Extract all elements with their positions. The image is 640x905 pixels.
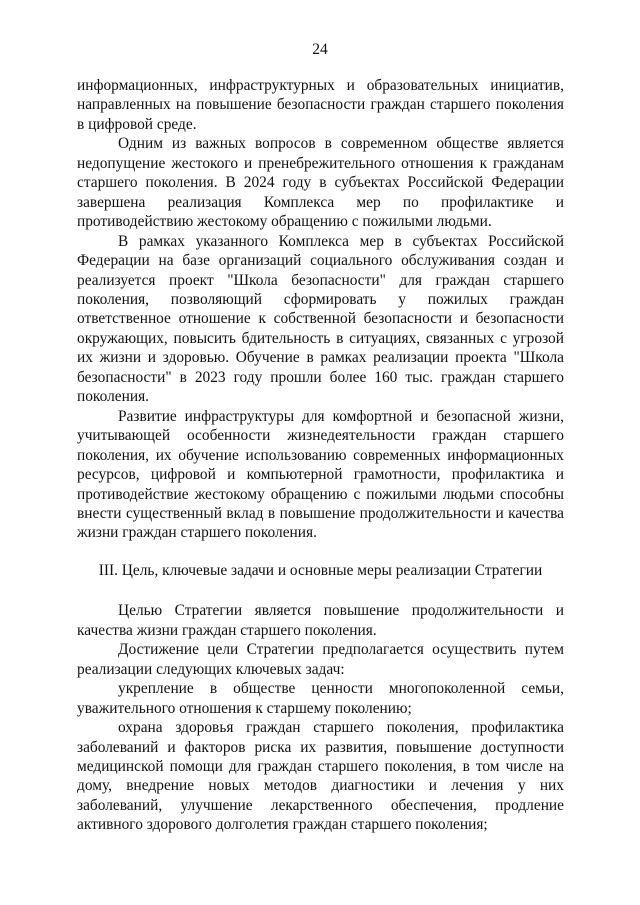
list-item-family-values: укрепление в обществе ценности многопоколенной семьи, уважительного отношения к старшему поколению;: [77, 680, 564, 717]
paragraph-key-tasks-intro: Достижение цели Стратегии предполагается осуществить путем реализации следующих ключевых задач:: [77, 641, 564, 678]
list-item-health-protection: охрана здоровья граждан старшего поколения, профилактика заболеваний и факторов риска их развития, повышение доступности медицинской помощи для граждан старшего поколения, в том числе на дому, внедрение новых методов диагностики и лечения у них заболеваний, улучшение лекарственного обеспечения, продление активного здорового долголетия граждан старшего поколения;: [77, 719, 564, 834]
page-body: [77, 76, 564, 835]
page-number: 24: [312, 41, 328, 58]
paragraph-elder-abuse: Одним из важных вопросов в современном обществе является недопущение жестокого и пренебрежительного отношения к гражданам старшего поколения. В 2024 году в субъектах Российской Федерации завершена реализация Комплекса мер по профилактике и противодействию жестокому обращению с пожилыми людьми.: [77, 135, 564, 231]
paragraph-safety-school: В рамках указанного Комплекса мер в субъектах Российской Федерации на базе организаций социального обслуживания создан и реализуется проект "Школа безопасности" для граждан старшего поколения, позволяющий сформировать у пожилых граждан ответственное отношение к собственной безопасности и безопасности окружающих, повысить бдительность в ситуациях, связанных с угрозой их жизни и здоровью. Обучение в рамках реализации проекта "Школа безопасности" в 2023 году прошли более 160 тыс. граждан старшего поколения.: [77, 232, 564, 406]
section-heading: III. Цель, ключевые задачи и основные меры реализации Стратегии: [98, 561, 543, 579]
paragraph-strategy-goal: Целью Стратегии является повышение продолжительности и качества жизни граждан старшего поколения.: [77, 602, 564, 639]
paragraph-infrastructure: Развитие инфраструктуры для комфортной и безопасной жизни, учитывающей особенности жизнедеятельности граждан старшего поколения, их обучение использованию современных информационных ресурсов, цифровой и компьютерной грамотности, профилактика и противодействие жестокому обращению с пожилыми людьми способны внести существенный вклад в повышение продолжительности и качества жизни граждан старшего поколения.: [77, 407, 564, 542]
paragraph-continuation: информационных, инфраструктурных и образовательных инициатив, направленных на повышение безопасности граждан старшего поколения в цифровой среде.: [77, 77, 564, 133]
